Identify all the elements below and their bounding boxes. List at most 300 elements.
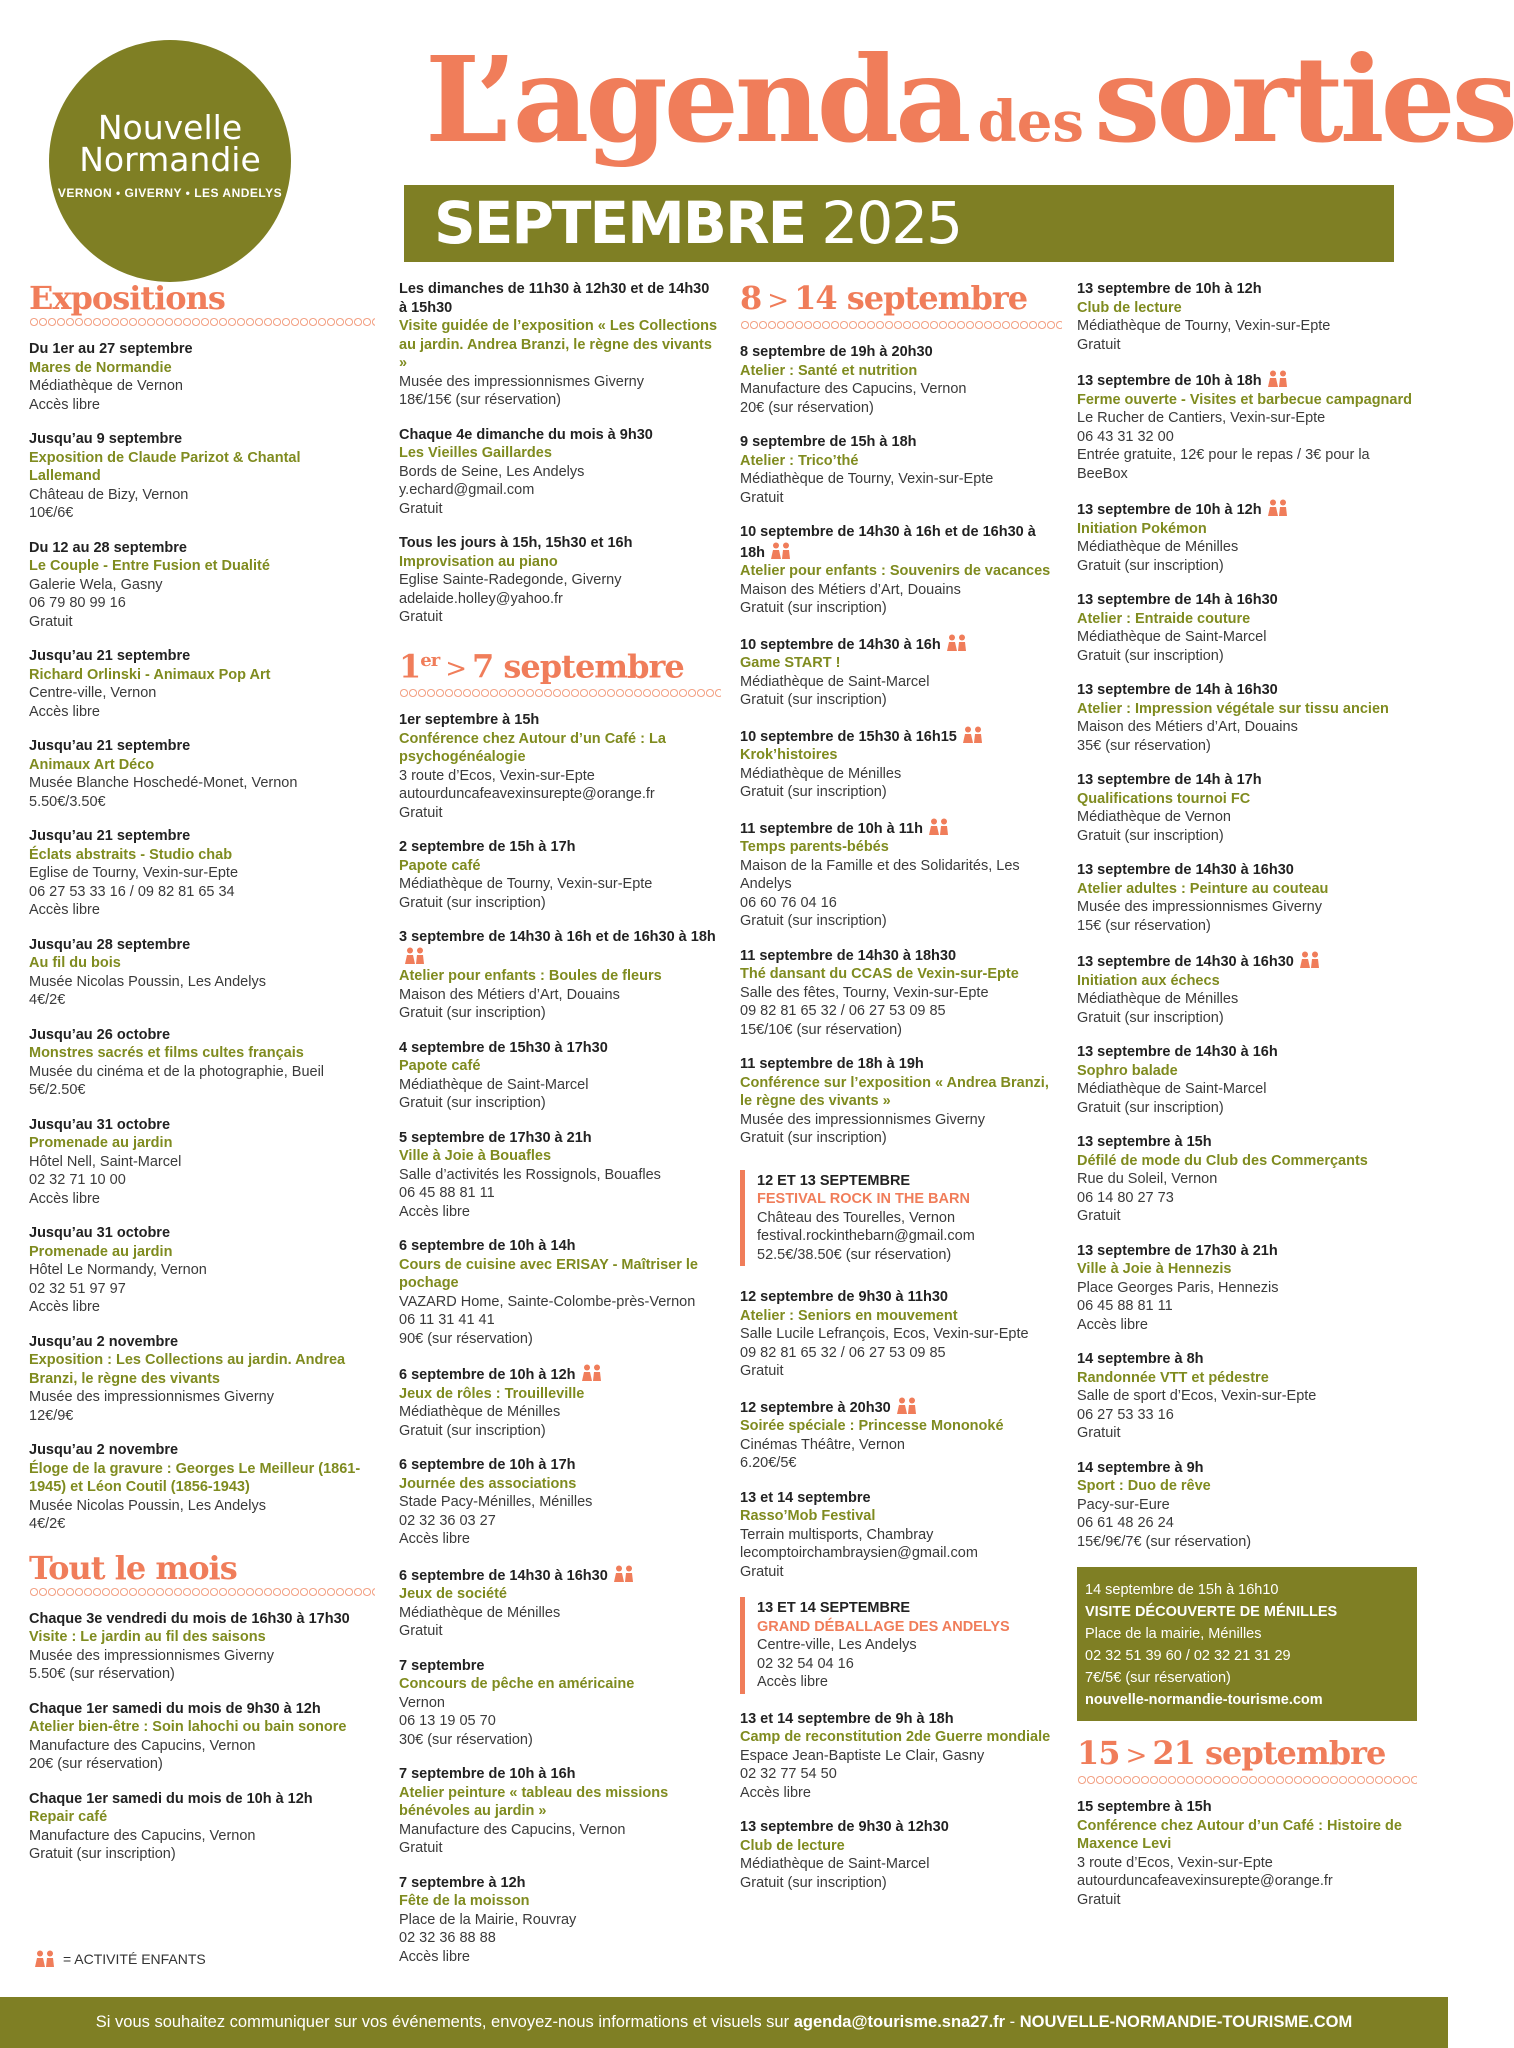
event-date	[740, 1710, 1062, 1729]
event-date	[1077, 1350, 1417, 1369]
event-info: Entrée gratuite, 12€ pour le repas / 3€ pour la BeeBox	[1077, 447, 1370, 482]
event-date	[1077, 681, 1417, 700]
event-info: Manufacture des Capucins, Vernon	[740, 381, 967, 397]
event-info: Médiathèque de Saint-Marcel	[1077, 1081, 1267, 1097]
event-date	[29, 647, 375, 666]
event-date-text: 1er septembre à 15h	[399, 712, 540, 729]
event-item	[29, 1441, 375, 1534]
event-item	[399, 711, 721, 822]
event-info: Salle de sport d’Ecos, Vexin-sur-Epte	[1077, 1388, 1317, 1404]
footer-bar	[0, 1997, 1448, 2048]
semaine-2-list	[740, 343, 1062, 1148]
event-date-text: Jusqu’au 21 septembre	[29, 828, 191, 844]
event-date	[740, 1397, 1062, 1418]
section-s1-sup: er	[420, 649, 440, 671]
highlight-date: 12 ET 13 SEPTEMBRE	[757, 1172, 911, 1189]
highlight-info: Accès libre	[757, 1674, 828, 1690]
logo-badge	[49, 40, 291, 282]
event-date-text: 6 septembre de 14h30 à 16h30	[399, 1567, 608, 1584]
event-date	[399, 1129, 721, 1148]
event-item	[29, 1224, 375, 1317]
event-info: 02 32 71 10 00	[29, 1172, 126, 1188]
event-item	[399, 534, 721, 627]
event-info: Musée des impressionnismes Giverny	[399, 373, 644, 390]
footer-email-link[interactable]: agenda@tourisme.sna27.fr	[793, 2013, 1006, 2031]
column-1	[29, 280, 375, 1880]
arrow-icon: >	[767, 286, 789, 316]
event-date-text: 6 septembre de 10h à 17h	[399, 1457, 576, 1474]
event-date-text: 13 septembre de 14h30 à 16h30	[1077, 954, 1294, 970]
event-info: Gratuit (sur inscription)	[740, 1874, 887, 1891]
event-item	[399, 1456, 721, 1549]
event-date	[1077, 951, 1417, 972]
event-info: Accès libre	[29, 902, 100, 918]
event-info: 4€/2€	[29, 1516, 66, 1532]
highlight-grand-deballage	[740, 1597, 1062, 1694]
kids-activity-icon	[580, 1364, 604, 1382]
highlight-info: 02 32 54 04 16	[757, 1655, 854, 1672]
event-date	[399, 426, 721, 445]
event-info: adelaide.holley@yahoo.fr	[399, 590, 563, 607]
event-info: Musée Nicolas Poussin, Les Andelys	[29, 973, 266, 990]
event-name: Atelier pour enfants : Souvenirs de vacances	[740, 563, 1051, 579]
tout-le-mois-suite-list	[399, 280, 721, 627]
event-item	[29, 1790, 375, 1864]
event-name: Krok’histoires	[740, 747, 838, 763]
event-info: Gratuit	[399, 1840, 443, 1857]
section-s1-end: 7 septembre	[472, 647, 684, 686]
event-info: Musée du cinéma et de la photographie, Bueil	[29, 1063, 325, 1080]
event-info: 35€ (sur réservation)	[1077, 737, 1211, 754]
event-date	[29, 1790, 375, 1809]
column-3	[740, 280, 1062, 1908]
event-date-text: 13 septembre de 14h à 16h30	[1077, 592, 1278, 608]
event-info: Médiathèque de Saint-Marcel	[740, 673, 930, 690]
event-info: 02 32 51 97 97	[29, 1280, 126, 1297]
event-date-text: 8 septembre de 19h à 20h30	[740, 344, 933, 360]
event-info: 20€ (sur réservation)	[29, 1756, 163, 1772]
event-date-text: 11 septembre de 10h à 11h	[740, 820, 923, 837]
event-info: 3 route d’Ecos, Vexin-sur-Epte	[399, 767, 595, 784]
kids-activity-icon	[1266, 499, 1290, 517]
event-date-text: 15 septembre à 15h	[1077, 1799, 1212, 1815]
section-s3-end: 21 septembre	[1152, 1734, 1386, 1772]
event-date	[399, 1456, 721, 1475]
event-date-text: 14 septembre à 9h	[1077, 1459, 1204, 1476]
month-banner	[404, 185, 1394, 262]
event-item	[1077, 1350, 1417, 1443]
event-name: Ville à Joie à Hennezis	[1077, 1261, 1232, 1277]
event-date-text: 13 septembre à 15h	[1077, 1134, 1212, 1150]
arrow-icon: >	[445, 654, 466, 685]
event-name: Richard Orlinski - Animaux Pop Art	[29, 666, 271, 683]
event-info: Gratuit	[399, 804, 443, 821]
wavy-divider	[29, 1587, 375, 1597]
event-date	[29, 1026, 375, 1045]
kids-activity-icon	[927, 818, 951, 836]
event-name: Les Vieilles Gaillardes	[399, 445, 552, 461]
event-date-text: 12 septembre de 9h30 à 11h30	[740, 1289, 948, 1305]
event-date	[29, 827, 375, 846]
section-title-semaine-2	[740, 280, 1062, 319]
event-info: Accès libre	[399, 1531, 470, 1548]
event-info: autourduncafeavexinsurepte@orange.fr	[1077, 1873, 1333, 1889]
event-name: Exposition de Claude Parizot & Chantal Lallemand	[29, 449, 301, 484]
kids-activity-icon	[961, 726, 985, 744]
event-item	[1077, 951, 1417, 1027]
event-info: Gratuit (sur inscription)	[1077, 647, 1224, 664]
event-item	[29, 936, 375, 1010]
title-part-1: L’agenda	[425, 30, 968, 169]
event-name: Journée des associations	[399, 1475, 577, 1492]
event-name: Randonnée VTT et pédestre	[1077, 1369, 1269, 1386]
event-date-text: 12 septembre à 20h30	[740, 1399, 891, 1416]
event-name: Rasso’Mob Festival	[740, 1508, 876, 1524]
event-info: Manufacture des Capucins, Vernon	[29, 1737, 256, 1754]
event-name: Visite : Le jardin au fil des saisons	[29, 1629, 266, 1645]
kids-activity-icon	[33, 1950, 57, 1968]
event-date-text: Jusqu’au 31 octobre	[29, 1225, 171, 1241]
event-date	[740, 1288, 1062, 1307]
event-info: autourduncafeavexinsurepte@orange.fr	[399, 786, 655, 803]
event-item	[740, 947, 1062, 1040]
event-item	[399, 1364, 721, 1440]
event-item	[399, 1874, 721, 1967]
event-info: Médiathèque de Vernon	[1077, 809, 1231, 825]
event-info: Gratuit (sur inscription)	[740, 600, 887, 616]
event-date-text: Jusqu’au 26 octobre	[29, 1026, 171, 1043]
highlight-info: 52.5€/38.50€ (sur réservation)	[757, 1246, 952, 1263]
event-date	[1077, 771, 1417, 790]
event-date	[1077, 1133, 1417, 1152]
event-name: Sophro balade	[1077, 1062, 1178, 1079]
event-info: Musée des impressionnismes Giverny	[1077, 899, 1322, 915]
banner-month: SEPTEMBRE	[434, 189, 806, 257]
event-date	[399, 1237, 721, 1256]
event-date	[29, 539, 375, 558]
event-info: 06 61 48 26 24	[1077, 1515, 1174, 1531]
wavy-divider	[740, 320, 1062, 330]
event-date	[1077, 861, 1417, 880]
event-date-text: 6 septembre de 10h à 12h	[399, 1367, 576, 1384]
event-info: Gratuit (sur inscription)	[1077, 827, 1224, 844]
event-date-text: 7 septembre de 10h à 16h	[399, 1766, 576, 1783]
event-info: Place Georges Paris, Hennezis	[1077, 1279, 1279, 1296]
event-name: Improvisation au piano	[399, 553, 558, 570]
event-info: Gratuit	[1077, 336, 1121, 353]
event-item	[29, 1610, 375, 1684]
event-info: Accès libre	[740, 1784, 811, 1801]
event-item	[29, 647, 375, 721]
event-info: Maison de la Famille et des Solidarités, Les Andelys	[740, 857, 1020, 892]
event-item	[399, 1129, 721, 1222]
event-name: Éclats abstraits - Studio chab	[29, 846, 233, 863]
event-info: Médiathèque de Ménilles	[1077, 991, 1239, 1007]
highlight-info: Château des Tourelles, Vernon	[757, 1209, 956, 1226]
event-info: Accès libre	[29, 1190, 100, 1207]
event-date	[29, 1441, 375, 1460]
title-part-2: des	[977, 89, 1084, 155]
event-date	[29, 1610, 375, 1629]
event-info: Cinémas Théâtre, Vernon	[740, 1436, 905, 1453]
event-info: 06 60 76 04 16	[740, 894, 837, 911]
event-info: Gratuit	[399, 1623, 443, 1640]
event-name: Mares de Normandie	[29, 359, 172, 376]
event-info: Gratuit	[29, 613, 73, 630]
event-date-text: 13 septembre de 9h30 à 12h30	[740, 1819, 949, 1835]
event-name: Repair café	[29, 1809, 108, 1825]
event-name: Ferme ouverte - Visites et barbecue campagnard	[1077, 391, 1412, 408]
event-date-text: 13 et 14 septembre de 9h à 18h	[740, 1710, 954, 1727]
greenbox-name: VISITE DÉCOUVERTE DE MÉNILLES	[1085, 1604, 1338, 1620]
section-s2-end: 14 septembre	[794, 279, 1028, 317]
event-date	[29, 1224, 375, 1243]
event-name: Atelier : Impression végétale sur tissu ancien	[1077, 700, 1389, 717]
event-info: Espace Jean-Baptiste Le Clair, Gasny	[740, 1747, 985, 1764]
event-info: Musée des impressionnismes Giverny	[740, 1111, 985, 1128]
event-info: Médiathèque de Saint-Marcel	[1077, 629, 1267, 645]
event-info: 06 27 53 33 16 / 09 82 81 65 34	[29, 883, 235, 900]
semaine-2c-list	[740, 1710, 1062, 1893]
event-date	[399, 1039, 721, 1058]
event-item	[29, 1026, 375, 1100]
event-name: Atelier : Trico’thé	[740, 452, 859, 469]
logo-line-1: Nouvelle	[97, 108, 243, 147]
event-item	[1077, 1459, 1417, 1552]
event-name: Promenade au jardin	[29, 1243, 173, 1260]
event-info: Médiathèque de Tourny, Vexin-sur-Epte	[740, 471, 994, 487]
event-date	[399, 1657, 721, 1676]
event-info: Gratuit	[740, 1363, 784, 1379]
event-item	[1077, 1133, 1417, 1226]
event-info: 18€/15€ (sur réservation)	[399, 392, 561, 408]
event-info: Gratuit	[1077, 1891, 1121, 1908]
event-name: Club de lecture	[1077, 299, 1182, 316]
event-date	[29, 936, 375, 955]
event-date	[740, 1818, 1062, 1837]
event-item	[740, 1397, 1062, 1473]
event-date	[740, 726, 1062, 747]
event-name: Fête de la moisson	[399, 1893, 530, 1910]
footer-site-link[interactable]: NOUVELLE-NORMANDIE-TOURISME.COM	[1019, 2013, 1353, 2031]
event-date	[399, 838, 721, 857]
event-info: 15€/9€/7€ (sur réservation)	[1077, 1533, 1252, 1550]
event-date	[1077, 1043, 1417, 1062]
event-item	[1077, 1043, 1417, 1117]
visite-menilles-box	[1077, 1567, 1417, 1721]
event-date	[399, 711, 721, 730]
event-date-text: 13 septembre de 14h à 17h	[1077, 772, 1262, 788]
event-name: Exposition : Les Collections au jardin. Andrea Branzi, le règne des vivants	[29, 1352, 346, 1387]
event-info: Gratuit (sur inscription)	[399, 1422, 546, 1439]
event-name: Papote café	[399, 1058, 481, 1075]
event-date	[29, 430, 375, 449]
event-date-text: 10 septembre de 15h30 à 16h15	[740, 728, 957, 745]
footer-separator: -	[1005, 2013, 1020, 2031]
event-date	[1077, 280, 1417, 299]
event-date	[29, 340, 375, 359]
event-info: 15€/10€ (sur réservation)	[740, 1021, 902, 1038]
event-date	[1077, 1242, 1417, 1261]
event-date	[740, 947, 1062, 966]
event-date-text: Du 12 au 28 septembre	[29, 539, 187, 556]
event-info: Musée Blanche Hoschedé-Monet, Vernon	[29, 775, 298, 791]
event-info: Médiathèque de Ménilles	[399, 1604, 561, 1621]
event-name: Conférence chez Autour d’un Café : La psychogénéalogie	[399, 730, 666, 766]
event-info: Terrain multisports, Chambray	[740, 1526, 934, 1543]
event-item	[399, 280, 721, 410]
event-info: 09 82 81 65 32 / 06 27 53 09 85	[740, 1344, 946, 1361]
event-info: Stade Pacy-Ménilles, Ménilles	[399, 1494, 593, 1511]
event-info: Gratuit	[740, 1563, 784, 1580]
event-info: Salle Lucile Lefrançois, Ecos, Vexin-sur-Epte	[740, 1326, 1029, 1342]
event-date-text: 13 septembre de 10h à 12h	[1077, 502, 1262, 518]
highlight-info: festival.rockinthebarn@gmail.com	[757, 1228, 975, 1244]
kids-activity-icon	[403, 947, 427, 965]
event-info: Hôtel Nell, Saint-Marcel	[29, 1153, 182, 1170]
event-info: Gratuit (sur inscription)	[1077, 1099, 1224, 1116]
event-info: Manufacture des Capucins, Vernon	[399, 1821, 626, 1838]
event-date	[29, 1700, 375, 1719]
event-info: Gratuit (sur inscription)	[1077, 557, 1224, 574]
event-info: 06 11 31 41 41	[399, 1312, 495, 1329]
event-item	[740, 523, 1062, 618]
event-item	[1077, 591, 1417, 665]
column-2	[399, 280, 721, 1982]
event-item	[399, 426, 721, 519]
event-date-text: Chaque 4e dimanche du mois à 9h30	[399, 426, 653, 443]
event-date	[740, 433, 1062, 452]
event-item	[740, 1818, 1062, 1892]
event-info: 5.50€ (sur réservation)	[29, 1666, 175, 1682]
event-name: Sport : Duo de rêve	[1077, 1478, 1211, 1494]
event-name: Animaux Art Déco	[29, 756, 155, 773]
event-info: Médiathèque de Vernon	[29, 378, 183, 394]
event-info: Médiathèque de Tourny, Vexin-sur-Epte	[1077, 318, 1331, 334]
event-item	[740, 1489, 1062, 1582]
event-item	[29, 430, 375, 523]
event-date-text: 13 et 14 septembre	[740, 1489, 871, 1506]
event-info: Gratuit	[1077, 1208, 1121, 1224]
legend-text: = ACTIVITÉ ENFANTS	[63, 1951, 206, 1967]
event-date-text: Jusqu’au 21 septembre	[29, 738, 191, 754]
event-info: 12€/9€	[29, 1407, 74, 1424]
event-name: Éloge de la gravure : Georges Le Meilleur (1861-1945) et Léon Coutil (1856-1943)	[29, 1460, 361, 1495]
event-info: Musée Nicolas Poussin, Les Andelys	[29, 1497, 266, 1514]
event-info: 06 43 31 32 00	[1077, 428, 1174, 445]
event-date-text: Du 1er au 27 septembre	[29, 341, 193, 357]
event-item	[740, 1710, 1062, 1803]
semaine-2b-list	[740, 1288, 1062, 1581]
event-item	[740, 726, 1062, 802]
event-date-text: Jusqu’au 28 septembre	[29, 936, 191, 953]
event-info: 4€/2€	[29, 992, 66, 1008]
event-date	[399, 928, 721, 967]
event-date-text: 13 septembre de 10h à 12h	[1077, 281, 1262, 297]
event-info: 90€ (sur réservation)	[399, 1330, 533, 1347]
event-info: 5€/2.50€	[29, 1082, 86, 1098]
event-info: 06 14 80 27 73	[1077, 1189, 1174, 1206]
event-name: Le Couple - Entre Fusion et Dualité	[29, 558, 270, 574]
event-name: Atelier bien-être : Soin lahochi ou bain sonore	[29, 1719, 347, 1735]
event-info: Gratuit (sur inscription)	[1077, 1009, 1224, 1026]
section-s3-start: 15	[1077, 1734, 1120, 1772]
event-date	[29, 1116, 375, 1135]
event-info: 3 route d’Ecos, Vexin-sur-Epte	[1077, 1854, 1273, 1871]
kids-activity-icon	[1266, 370, 1290, 388]
event-info: Bords de Seine, Les Andelys	[399, 463, 585, 480]
event-item	[399, 1657, 721, 1750]
event-date-text: 3 septembre de 14h30 à 16h et de 16h30 à 18h	[399, 929, 716, 946]
event-info: Le Rucher de Cantiers, Vexin-sur-Epte	[1077, 410, 1326, 426]
wavy-divider	[29, 317, 375, 327]
event-info: Musée des impressionnismes Giverny	[29, 1389, 274, 1405]
event-date	[399, 280, 721, 317]
event-item	[1077, 1242, 1417, 1335]
event-item	[29, 1700, 375, 1774]
section-title-expositions: Expositions	[29, 279, 225, 317]
highlight-info: Centre-ville, Les Andelys	[757, 1637, 917, 1653]
event-name: Papote café	[399, 857, 481, 874]
event-date-text: Jusqu’au 21 septembre	[29, 648, 191, 664]
legend	[29, 1950, 206, 1968]
kids-activity-icon	[895, 1397, 919, 1415]
event-info: 06 45 88 81 11	[399, 1185, 495, 1202]
event-info: Gratuit (sur inscription)	[740, 1130, 887, 1146]
event-info: 06 45 88 81 11	[1077, 1298, 1173, 1314]
event-name: Atelier : Seniors en mouvement	[740, 1307, 958, 1324]
event-name: Atelier : Entraide couture	[1077, 610, 1251, 627]
event-item	[29, 1333, 375, 1426]
event-info: Gratuit (sur inscription)	[399, 894, 546, 911]
section-s1-start: 1	[399, 647, 421, 686]
title-part-3: sorties	[1093, 30, 1514, 169]
greenbox-info: 7€/5€ (sur réservation)	[1085, 1670, 1231, 1686]
event-info: Hôtel Le Normandy, Vernon	[29, 1262, 207, 1278]
event-date-text: 13 septembre de 14h à 16h30	[1077, 682, 1278, 698]
event-item	[29, 340, 375, 414]
event-info: Accès libre	[29, 703, 100, 720]
event-name: Atelier adultes : Peinture au couteau	[1077, 880, 1329, 897]
event-name: Concours de pêche en américaine	[399, 1676, 635, 1693]
event-item	[740, 818, 1062, 931]
event-info: 6.20€/5€	[740, 1455, 797, 1471]
event-date	[29, 737, 375, 756]
event-info: Médiathèque de Saint-Marcel	[740, 1856, 930, 1872]
logo-line-2: Normandie	[79, 140, 261, 179]
event-info: Accès libre	[399, 1203, 470, 1220]
kids-activity-icon	[945, 634, 969, 652]
event-date	[740, 1055, 1062, 1074]
event-date	[1077, 1798, 1417, 1817]
event-date-text: Jusqu’au 31 octobre	[29, 1116, 171, 1133]
event-item	[740, 343, 1062, 417]
event-name: Thé dansant du CCAS de Vexin-sur-Epte	[740, 966, 1019, 982]
event-name: Qualifications tournoi FC	[1077, 790, 1251, 807]
event-date-text: Tous les jours à 15h, 15h30 et 16h	[399, 535, 633, 551]
kids-activity-icon	[612, 1565, 636, 1583]
event-item	[740, 1055, 1062, 1148]
event-info: Eglise de Tourny, Vexin-sur-Epte	[29, 865, 239, 881]
event-item	[29, 539, 375, 632]
section-title-semaine-1	[399, 643, 721, 688]
event-date-text: 11 septembre de 18h à 19h	[740, 1056, 924, 1072]
section-title-tout-le-mois: Tout le mois	[29, 1548, 237, 1587]
event-info: Salle des fêtes, Tourny, Vexin-sur-Epte	[740, 984, 989, 1001]
event-date-text: 13 septembre de 17h30 à 21h	[1077, 1242, 1278, 1259]
greenbox-link[interactable]: nouvelle-normandie-tourisme.com	[1085, 1692, 1323, 1708]
event-item	[29, 737, 375, 811]
